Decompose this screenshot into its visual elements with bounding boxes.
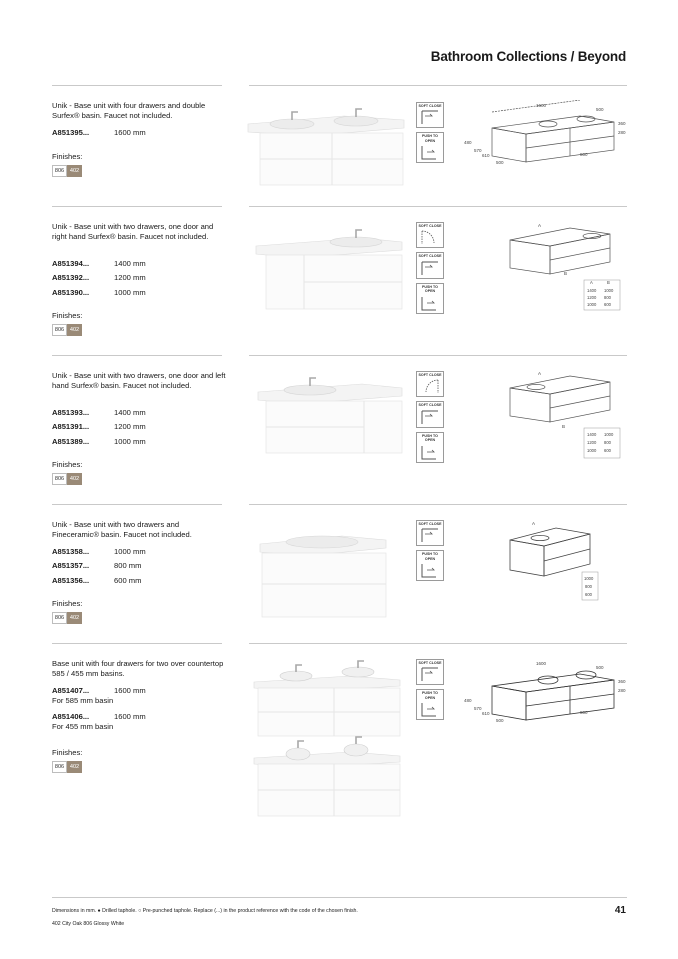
feature-icons bbox=[416, 222, 446, 318]
section-divider bbox=[249, 504, 627, 505]
product-sub-note: For 455 mm basin bbox=[52, 722, 114, 731]
dimension-label: 1600 bbox=[536, 103, 547, 108]
dimension-label: 480 bbox=[464, 698, 472, 703]
table-cell: 800 bbox=[604, 440, 611, 445]
soft-close-icon bbox=[416, 401, 444, 427]
table-cell: 1000 bbox=[604, 288, 614, 293]
section-divider bbox=[249, 355, 627, 356]
table-cell: 800 bbox=[604, 295, 611, 300]
push-to-open-icon bbox=[416, 689, 444, 720]
soft-close-label: SOFT CLOSE bbox=[418, 522, 442, 526]
push-to-open-icon bbox=[416, 283, 444, 314]
swatch-806: 806 bbox=[52, 612, 67, 624]
dimension-label: 500 bbox=[496, 718, 504, 723]
svg-text:A: A bbox=[538, 371, 542, 376]
product-size: 1000 mm bbox=[114, 437, 146, 446]
feature-icons bbox=[416, 102, 446, 167]
product-photo bbox=[250, 222, 408, 312]
section-divider bbox=[52, 643, 222, 644]
product-code-row bbox=[52, 288, 146, 298]
svg-text:A: A bbox=[538, 223, 542, 228]
footer-divider bbox=[52, 897, 627, 898]
push-to-open-label: PUSH TO OPEN bbox=[422, 433, 438, 443]
dimension-label: 570 bbox=[474, 148, 482, 153]
product-photo bbox=[244, 102, 410, 188]
technical-drawing bbox=[460, 658, 628, 736]
product-size: 1200 mm bbox=[114, 422, 146, 431]
product-size: 1000 mm bbox=[114, 547, 146, 556]
product-code-row bbox=[52, 128, 146, 138]
product-code-row bbox=[52, 422, 146, 432]
table-header: A bbox=[590, 280, 593, 285]
product-size: 800 mm bbox=[114, 561, 142, 570]
footnote: Dimensions in mm. ● Drilled taphole. ○ Pre-punched taphole. Replace (...) in the product reference with the code of the chosen finish. bbox=[52, 908, 358, 914]
product-code: A851392... bbox=[52, 273, 90, 282]
dimension-label: 570 bbox=[474, 706, 482, 711]
dimension-label: 800 bbox=[580, 710, 588, 715]
swatch-806: 806 bbox=[52, 761, 67, 773]
product-code-row bbox=[52, 547, 146, 557]
technical-drawing bbox=[460, 100, 628, 178]
soft-close-label: SOFT CLOSE bbox=[418, 373, 442, 377]
product-size: 1400 mm bbox=[114, 408, 146, 417]
product-size: 1600 mm bbox=[114, 128, 146, 137]
product-photo bbox=[250, 660, 406, 820]
product-size: 1600 mm bbox=[114, 712, 146, 721]
svg-text:B: B bbox=[564, 271, 568, 276]
product-code-row bbox=[52, 259, 146, 269]
feature-icons bbox=[416, 520, 446, 585]
section-divider bbox=[249, 206, 627, 207]
section-divider bbox=[52, 504, 222, 505]
product-code: A851389... bbox=[52, 437, 90, 446]
section-divider bbox=[52, 85, 222, 86]
finish-swatches bbox=[52, 324, 82, 336]
dimension-label: 500 bbox=[596, 665, 604, 670]
product-description: Base unit with four drawers for two over countertop 585 / 455 mm basins. bbox=[52, 659, 224, 679]
swatch-402: 402 bbox=[67, 473, 82, 485]
section-divider bbox=[249, 643, 627, 644]
finish-swatches bbox=[52, 612, 82, 624]
table-cell: 800 bbox=[585, 584, 592, 589]
soft-close-label: SOFT CLOSE bbox=[418, 104, 442, 108]
table-cell: 1200 bbox=[587, 440, 597, 445]
product-code-row bbox=[52, 561, 141, 571]
product-code: A851393... bbox=[52, 408, 90, 417]
product-description: Unik - Base unit with four drawers and double Surfex® basin. Faucet not included. bbox=[52, 101, 206, 121]
product-size: 1600 mm bbox=[114, 686, 146, 695]
dimension-label: 360 bbox=[618, 679, 626, 684]
finish-legend: 402 City Oak 806 Glossy White bbox=[52, 921, 125, 927]
swatch-402: 402 bbox=[67, 324, 82, 336]
section-divider bbox=[249, 85, 627, 86]
product-size: 1200 mm bbox=[114, 273, 146, 282]
table-cell: 1000 bbox=[587, 448, 597, 453]
swatch-402: 402 bbox=[67, 612, 82, 624]
finishes-label: Finishes: bbox=[52, 599, 83, 608]
finishes-label: Finishes: bbox=[52, 748, 83, 757]
table-cell: 1000 bbox=[584, 576, 594, 581]
dimension-label: 500 bbox=[496, 160, 504, 165]
finish-swatches bbox=[52, 761, 82, 773]
technical-drawing bbox=[466, 518, 626, 602]
dimension-table bbox=[582, 572, 598, 600]
product-code: A851391... bbox=[52, 422, 90, 431]
dimension-table bbox=[584, 428, 620, 458]
product-code-row bbox=[52, 273, 146, 283]
finish-swatches bbox=[52, 473, 82, 485]
dimension-label: 800 bbox=[580, 152, 588, 157]
push-to-open-label: PUSH TO OPEN bbox=[422, 134, 438, 143]
dimension-table bbox=[584, 280, 620, 310]
product-code-row bbox=[52, 437, 146, 447]
section-divider bbox=[52, 206, 222, 207]
table-cell: 600 bbox=[604, 302, 611, 307]
finishes-label: Finishes: bbox=[52, 152, 83, 161]
table-cell: 1000 bbox=[604, 432, 614, 437]
page-number: 41 bbox=[614, 905, 626, 916]
product-code-row bbox=[52, 408, 146, 418]
table-header: B bbox=[607, 280, 610, 285]
swatch-806: 806 bbox=[52, 324, 67, 336]
product-code: A851390... bbox=[52, 288, 90, 297]
soft-close-icon bbox=[416, 520, 444, 546]
finish-swatches bbox=[52, 165, 82, 177]
soft-close-icon bbox=[416, 102, 444, 128]
soft-close-label: SOFT CLOSE bbox=[418, 661, 442, 665]
push-to-open-icon bbox=[416, 132, 444, 163]
push-to-open-label: PUSH TO OPEN bbox=[422, 552, 438, 561]
product-code-row bbox=[52, 576, 141, 586]
table-cell: 1400 bbox=[587, 432, 597, 437]
product-sub-note: For 585 mm basin bbox=[52, 696, 114, 705]
soft-close-icon bbox=[416, 252, 444, 278]
product-size: 1000 mm bbox=[114, 288, 146, 297]
soft-close-label: SOFT CLOSE bbox=[418, 224, 442, 228]
product-code: A851406... bbox=[52, 712, 90, 721]
dimension-label: 280 bbox=[618, 130, 626, 135]
soft-close-label: SOFT CLOSE bbox=[418, 254, 442, 259]
soft-close-label: SOFT CLOSE bbox=[418, 403, 442, 408]
feature-icons bbox=[416, 371, 446, 467]
technical-drawing bbox=[466, 222, 626, 312]
dimension-label: 610 bbox=[482, 153, 490, 158]
technical-drawing bbox=[466, 370, 626, 460]
product-description: Unik - Base unit with two drawers, one door and right hand Surfex® basin. Faucet not included. bbox=[52, 222, 214, 242]
dimension-label: 480 bbox=[464, 140, 472, 145]
push-to-open-label: PUSH TO OPEN bbox=[422, 691, 438, 700]
product-code: A851395... bbox=[52, 128, 90, 137]
table-cell: 1400 bbox=[587, 288, 597, 293]
dimension-label: 610 bbox=[482, 711, 490, 716]
swatch-806: 806 bbox=[52, 165, 67, 177]
feature-icons bbox=[416, 659, 446, 724]
dimension-label: 500 bbox=[596, 107, 604, 112]
swatch-806: 806 bbox=[52, 473, 67, 485]
swatch-402: 402 bbox=[67, 165, 82, 177]
dimension-label: 1600 bbox=[536, 661, 547, 666]
product-code-row bbox=[52, 712, 146, 722]
table-cell: 600 bbox=[585, 592, 592, 597]
swatch-402: 402 bbox=[67, 761, 82, 773]
product-code: A851356... bbox=[52, 576, 90, 585]
push-to-open-icon bbox=[416, 432, 444, 463]
product-description: Unik - Base unit with two drawers, one door and left hand Surfex® basin. Faucet not included. bbox=[52, 371, 226, 391]
dimension-label: 280 bbox=[618, 688, 626, 693]
product-size: 600 mm bbox=[114, 576, 142, 585]
product-photo bbox=[252, 370, 408, 456]
table-cell: 1000 bbox=[587, 302, 597, 307]
product-description: Unik - Base unit with two drawers and Fineceramic® basin. Faucet not included. bbox=[52, 520, 192, 540]
svg-text:B: B bbox=[562, 424, 566, 429]
product-code: A851357... bbox=[52, 561, 90, 570]
product-photo bbox=[256, 522, 390, 620]
soft-close-icon bbox=[416, 659, 444, 685]
product-code-row bbox=[52, 686, 146, 696]
product-code: A851407... bbox=[52, 686, 90, 695]
finishes-label: Finishes: bbox=[52, 460, 83, 469]
push-to-open-label: PUSH TO OPEN bbox=[422, 284, 438, 294]
svg-text:A: A bbox=[532, 521, 536, 526]
soft-close-icon bbox=[416, 371, 444, 397]
table-cell: 1200 bbox=[587, 295, 597, 300]
product-code: A851394... bbox=[52, 259, 90, 268]
product-size: 1400 mm bbox=[114, 259, 146, 268]
section-divider bbox=[52, 355, 222, 356]
finishes-label: Finishes: bbox=[52, 311, 83, 320]
dimension-label: 360 bbox=[618, 121, 626, 126]
table-cell: 600 bbox=[604, 448, 611, 453]
product-code: A851358... bbox=[52, 547, 90, 556]
push-to-open-icon bbox=[416, 550, 444, 581]
page-title: Bathroom Collections / Beyond bbox=[430, 49, 626, 64]
soft-close-icon bbox=[416, 222, 444, 248]
